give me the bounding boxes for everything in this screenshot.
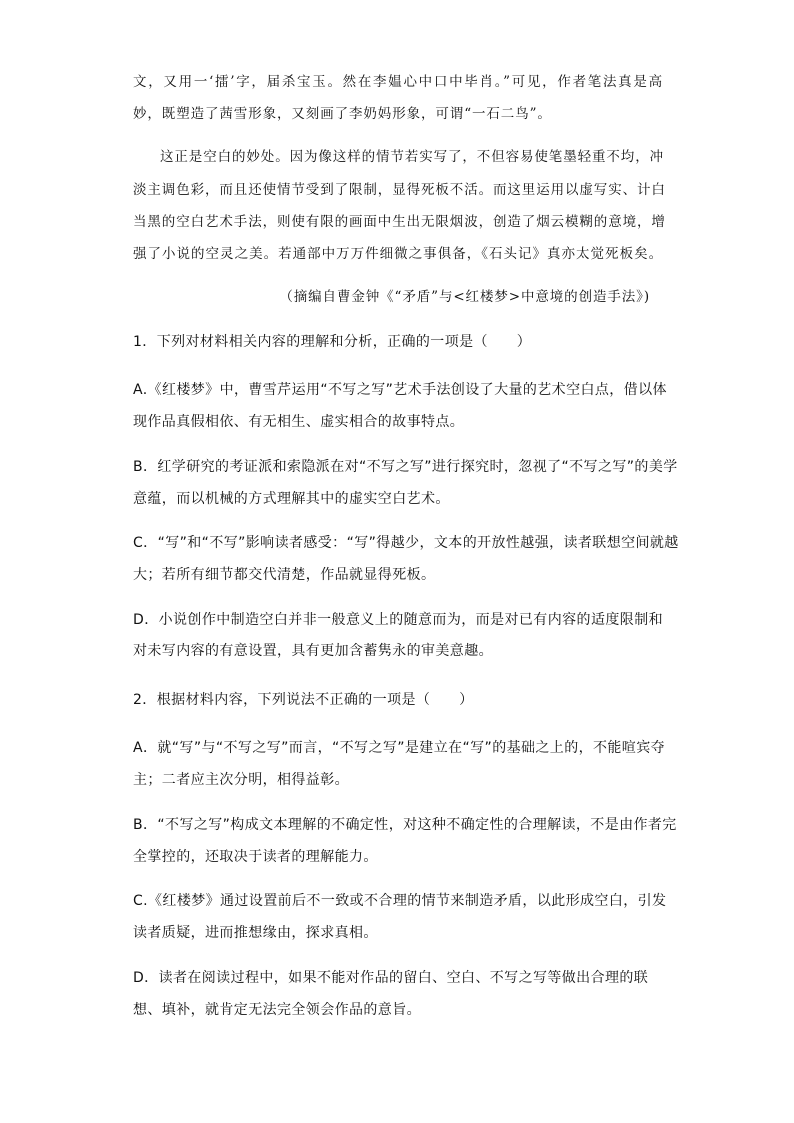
question-2-option-a: A．就“写”与“不写之写”而言，“不写之写”是建立在“写”的基础之上的，不能喧宾夺 — [133, 740, 665, 756]
passage-source: （摘编自曹金钟《“矛盾”与<红楼梦>中意境的创造手法》) — [279, 289, 650, 305]
question-1-option-b-cont: 意蕴，而以机械的方式理解其中的虚实空白艺术。 — [133, 491, 450, 507]
question-1-option-a-cont: 现作品真假相依、有无相生、虚实相合的故事特点。 — [133, 414, 465, 430]
passage-line: 淡主调色彩，而且还使情节受到了限制，显得死板不活。而这里运用以虚写实、计白 — [133, 182, 666, 198]
question-1-option-a: A.《红楼梦》中，曹雪芹运用“不写之写”艺术手法创设了大量的艺术空白点，借以体 — [133, 382, 667, 398]
question-2-stem: 2．根据材料内容，下列说法不正确的一项是（ ） — [133, 692, 474, 708]
question-2-option-d: D．读者在阅读过程中，如果不能对作品的留白、空白、不写之写等做出合理的联 — [133, 970, 649, 986]
passage-line: 强了小说的空灵之美。若通部中万万件细微之事俱备，《石头记》真亦太觉死板矣。 — [133, 246, 663, 262]
question-2-option-a-cont: 主；二者应主次分明，相得益彰。 — [133, 772, 349, 788]
question-2-option-c: C.《红楼梦》通过设置前后不一致或不合理的情节来制造矛盾，以此形成空白，引发 — [133, 893, 667, 909]
question-1-option-c: C．“写”和“不写”影响读者感受：“写”得越少，文本的开放性越强，读者联想空间就越 — [133, 535, 679, 551]
passage-line: 妙，既塑造了茜雪形象，又刻画了李奶妈形象，可谓“一石二鸟”。 — [133, 106, 552, 122]
question-2-option-c-cont: 读者质疑，进而推想缘由，探求真相。 — [133, 925, 378, 941]
question-2-option-b-cont: 全掌控的，还取决于读者的理解能力。 — [133, 849, 378, 865]
question-2-option-d-cont: 想、填补，就肯定无法完全领会作品的意旨。 — [133, 1002, 421, 1018]
passage-line: 这正是空白的妙处。因为像这样的情节若实写了，不但容易使笔墨轻重不均，冲 — [160, 149, 664, 165]
passage-line: 文，又用一‘擂’字，届杀宝玉。然在李媪心中口中毕肖。”可见，作者笔法真是高 — [133, 74, 663, 90]
question-2-option-b: B．“不写之写”构成文本理解的不确定性，对这种不确定性的合理解读，不是由作者完 — [133, 817, 677, 833]
question-1-option-d: D．小说创作中制造空白并非一般意义上的随意而为，而是对已有内容的适度限制和 — [133, 612, 663, 628]
question-1-option-b: B．红学研究的考证派和索隐派在对“不写之写”进行探究时，忽视了“不写之写”的美学 — [133, 459, 678, 475]
passage-line: 当黑的空白艺术手法，则使有限的画面中生出无限烟波，创造了烟云模糊的意境，增 — [133, 214, 666, 230]
question-1-option-c-cont: 大；若所有细节都交代清楚，作品就显得死板。 — [133, 567, 436, 583]
question-1-option-d-cont: 对未写内容的有意设置，具有更加含蓄隽永的审美意趣。 — [133, 643, 493, 659]
question-1-stem: 1．下列对材料相关内容的理解和分析，正确的一项是（ ） — [133, 334, 532, 350]
